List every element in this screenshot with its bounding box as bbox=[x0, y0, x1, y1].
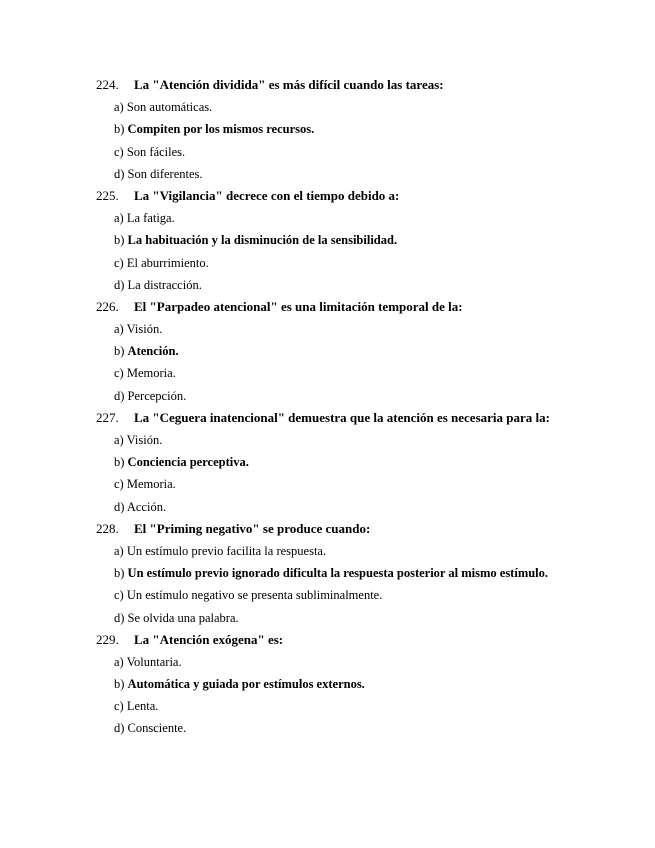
option-letter: a) bbox=[114, 322, 124, 337]
option-text: Visión. bbox=[126, 433, 163, 447]
option-text: Son fáciles. bbox=[126, 144, 186, 159]
question-block bbox=[96, 74, 636, 185]
question-number: 224. bbox=[96, 77, 119, 92]
option-letter: c) bbox=[114, 144, 124, 159]
option-text-correct: Atención. bbox=[127, 344, 179, 359]
question-number: 228. bbox=[96, 520, 119, 536]
answer-option bbox=[96, 362, 636, 384]
option-text: Lenta. bbox=[126, 699, 159, 714]
question-line bbox=[96, 185, 636, 207]
answer-option bbox=[96, 540, 636, 562]
question-text: El "Parpadeo atencional" es una limitación temporal de la: bbox=[134, 298, 463, 314]
option-letter: b) bbox=[114, 344, 125, 359]
answer-option bbox=[96, 473, 636, 495]
question-text: El "Priming negativo" se produce cuando: bbox=[134, 520, 371, 536]
answer-option bbox=[96, 118, 636, 140]
option-letter: a) bbox=[114, 654, 124, 669]
question-block bbox=[96, 518, 636, 629]
answer-option bbox=[96, 385, 636, 407]
option-text-correct: La habituación y la disminución de la sensibilidad. bbox=[127, 233, 398, 248]
option-letter: d) bbox=[114, 610, 125, 625]
question-text: La "Vigilancia" decrece con el tiempo debido a: bbox=[134, 187, 400, 203]
question-line bbox=[96, 629, 636, 651]
option-text: El aburrimiento. bbox=[126, 255, 209, 270]
option-letter: a) bbox=[114, 543, 124, 558]
option-text: Consciente. bbox=[127, 721, 187, 736]
option-text-correct: Compiten por los mismos recursos. bbox=[127, 122, 315, 137]
option-text-correct: Un estímulo previo ignorado dificulta la respuesta posterior al mismo estímulo. bbox=[127, 566, 549, 581]
option-letter: c) bbox=[114, 477, 124, 492]
option-text-correct: Conciencia perceptiva. bbox=[127, 455, 249, 470]
question-list bbox=[96, 74, 636, 740]
option-letter: b) bbox=[114, 677, 125, 692]
option-letter: c) bbox=[114, 588, 124, 603]
option-text: Visión. bbox=[126, 322, 163, 337]
option-letter: a) bbox=[114, 433, 124, 447]
question-line bbox=[96, 74, 636, 96]
answer-option bbox=[96, 496, 636, 518]
question-line bbox=[96, 296, 636, 318]
question-number: 229. bbox=[96, 631, 119, 647]
answer-option bbox=[96, 584, 636, 606]
answer-option bbox=[96, 695, 636, 717]
option-text: Se olvida una palabra. bbox=[127, 610, 239, 625]
question-number: 226. bbox=[96, 298, 119, 314]
answer-option bbox=[96, 318, 636, 340]
question-text: La "Atención exógena" es: bbox=[134, 631, 284, 647]
answer-option bbox=[96, 717, 636, 739]
answer-option bbox=[96, 141, 636, 163]
option-text: Percepción. bbox=[127, 388, 187, 403]
option-text: Son automáticas. bbox=[126, 100, 213, 115]
answer-option bbox=[96, 651, 636, 673]
option-letter: a) bbox=[114, 100, 124, 115]
option-letter: d) bbox=[114, 721, 125, 736]
answer-option bbox=[96, 673, 636, 695]
option-text: Un estímulo previo facilita la respuesta. bbox=[126, 543, 327, 558]
option-text-correct: Automática y guiada por estímulos externos. bbox=[127, 677, 365, 692]
option-text: La fatiga. bbox=[126, 211, 175, 226]
option-text: Un estímulo negativo se presenta subliminalmente. bbox=[126, 588, 383, 603]
answer-option bbox=[96, 229, 636, 251]
answer-option bbox=[96, 96, 636, 118]
question-text: La "Ceguera inatencional" demuestra que la atención es necesaria para la: bbox=[134, 409, 550, 425]
option-letter: d) bbox=[114, 277, 125, 292]
option-letter: b) bbox=[114, 455, 125, 470]
answer-option bbox=[96, 607, 636, 629]
answer-option bbox=[96, 451, 636, 473]
question-number: 225. bbox=[96, 187, 119, 203]
answer-option bbox=[96, 163, 636, 185]
option-text: Memoria. bbox=[126, 366, 176, 381]
option-letter: b) bbox=[114, 122, 125, 137]
question-block bbox=[96, 407, 636, 518]
option-text: La distracción. bbox=[127, 277, 202, 292]
option-letter: c) bbox=[114, 366, 124, 381]
option-letter: c) bbox=[114, 699, 124, 714]
question-block bbox=[96, 296, 636, 407]
option-letter: b) bbox=[114, 233, 125, 248]
option-letter: d) bbox=[114, 499, 125, 514]
option-letter: a) bbox=[114, 211, 124, 226]
option-letter: d) bbox=[114, 388, 125, 403]
option-letter: b) bbox=[114, 566, 125, 581]
question-block bbox=[96, 185, 636, 296]
question-line bbox=[96, 407, 636, 429]
question-line bbox=[96, 518, 636, 540]
question-number: 227. bbox=[96, 409, 119, 425]
option-text: Acción. bbox=[126, 499, 167, 514]
answer-option bbox=[96, 562, 636, 584]
option-letter: d) bbox=[114, 166, 125, 181]
question-block bbox=[96, 629, 636, 740]
answer-option bbox=[96, 429, 636, 451]
answer-option bbox=[96, 252, 636, 274]
option-text: Voluntaria. bbox=[126, 654, 182, 669]
answer-option bbox=[96, 207, 636, 229]
option-text: Son diferentes. bbox=[127, 166, 203, 181]
question-text: La "Atención dividida" es más difícil cuando las tareas: bbox=[134, 77, 444, 92]
option-text: Memoria. bbox=[126, 477, 176, 492]
answer-option bbox=[96, 340, 636, 362]
answer-option bbox=[96, 274, 636, 296]
option-letter: c) bbox=[114, 255, 124, 270]
